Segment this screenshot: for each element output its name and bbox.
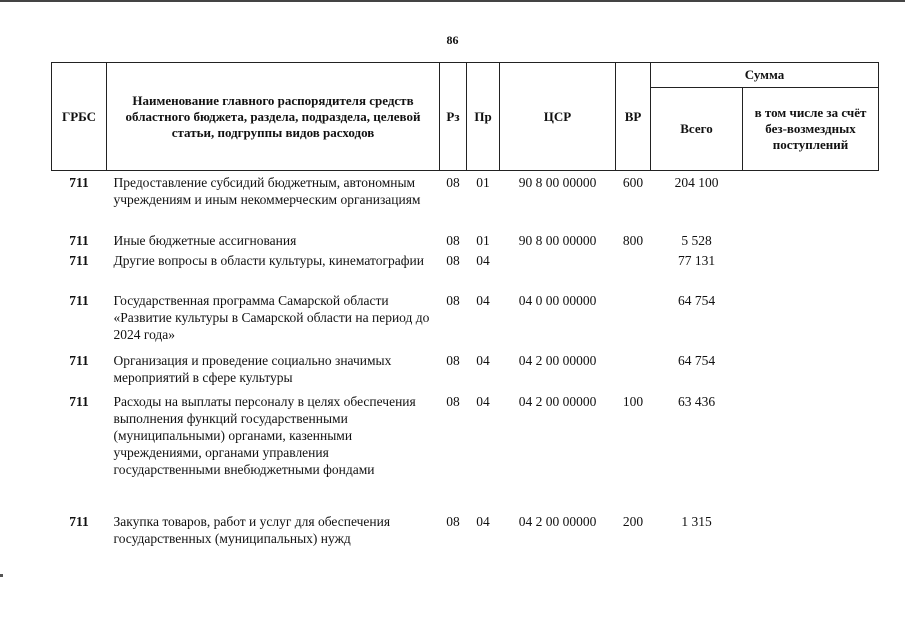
cell-total: 5 528: [681, 232, 712, 248]
cell-csr: 04 0 00 00000: [518, 292, 597, 308]
cell-total: 64 754: [677, 352, 716, 368]
cell-csr: [500, 252, 616, 292]
table-row: [52, 393, 879, 513]
cell-pr: 04: [476, 352, 490, 368]
table-row: [52, 171, 879, 232]
cell-pr: 04: [476, 393, 490, 409]
cell-vr: [616, 352, 651, 393]
cell-free: [743, 393, 879, 513]
cell-vr: 800: [622, 232, 644, 248]
cell-pr: 01: [476, 175, 490, 190]
cell-grbs: 711: [69, 252, 89, 268]
cell-grbs: 711: [69, 352, 89, 368]
cell-csr: 90 8 00 00000: [518, 232, 597, 248]
page-number: 86: [446, 33, 459, 47]
header-total: Всего: [651, 88, 743, 171]
header-free: в том числе за счёт без-возмездных поступлений: [743, 88, 879, 171]
cell-name: Расходы на выплаты персоналу в целях обеспечения выполнения функций государственными (муниципальными) органами, казенными учреждениями, органами управления государственными внебюджетными фондами: [113, 393, 416, 477]
budget-table-container: [51, 62, 878, 553]
cell-vr: [616, 252, 651, 292]
table-row: [52, 292, 879, 352]
cell-pr: 04: [476, 513, 490, 529]
cell-csr: 04 2 00 00000: [518, 393, 597, 409]
cell-rz: 08: [446, 292, 460, 308]
cell-name: Предоставление субсидий бюджетным, автономным учреждениям и иным некоммерческим организациям: [113, 175, 421, 207]
cell-grbs: 711: [69, 232, 89, 248]
cell-grbs: 711: [69, 393, 89, 409]
cell-total: 64 754: [677, 292, 716, 308]
table-row: [52, 352, 879, 393]
cell-rz: 08: [446, 252, 460, 268]
header-rz: Рз: [440, 63, 467, 171]
cell-rz: 08: [446, 393, 460, 409]
cell-vr: 600: [622, 175, 644, 190]
table-body: [52, 171, 879, 553]
budget-table: [51, 62, 879, 553]
cell-pr: 01: [476, 232, 490, 248]
scan-speck: [0, 574, 3, 577]
cell-grbs: 711: [69, 292, 89, 308]
cell-name: Организация и проведение социально значимых мероприятий в сфере культуры: [113, 352, 392, 385]
header-sum: Сумма: [651, 63, 879, 88]
cell-free: [743, 252, 879, 292]
cell-vr: [616, 292, 651, 352]
table-row: [52, 232, 879, 252]
table-row: [52, 252, 879, 292]
cell-vr: 100: [622, 393, 644, 409]
table-header: [52, 63, 879, 171]
cell-rz: 08: [446, 232, 460, 248]
cell-name: Государственная программа Самарской области «Развитие культуры в Самарской области на период до 2024 года»: [113, 292, 430, 342]
header-vr: ВР: [616, 63, 651, 171]
cell-total: 77 131: [677, 252, 716, 268]
page-top-border: [0, 0, 905, 2]
cell-total: 63 436: [677, 393, 716, 409]
cell-vr: 200: [622, 513, 644, 529]
cell-csr: 04 2 00 00000: [518, 352, 597, 368]
cell-free: [743, 292, 879, 352]
cell-pr: 04: [476, 292, 490, 308]
cell-total: 204 100: [674, 175, 719, 190]
cell-free: [743, 171, 879, 232]
header-name: Наименование главного распорядителя средств областного бюджета, раздела, подраздела, целевой статьи, подгруппы видов расходов: [107, 63, 440, 171]
cell-free: [743, 513, 879, 553]
cell-name: Иные бюджетные ассигнования: [113, 232, 297, 248]
cell-rz: 08: [446, 175, 460, 190]
cell-rz: 08: [446, 352, 460, 368]
cell-pr: 04: [476, 252, 490, 268]
cell-free: [743, 232, 879, 252]
cell-grbs: 711: [69, 513, 89, 529]
cell-total: 1 315: [681, 513, 712, 529]
cell-csr: 04 2 00 00000: [518, 513, 597, 529]
cell-grbs: 711: [69, 175, 89, 190]
cell-name: Закупка товаров, работ и услуг для обеспечения государственных (муниципальных) нужд: [113, 513, 391, 546]
header-grbs: ГРБС: [52, 63, 107, 171]
header-pr: Пр: [467, 63, 500, 171]
header-csr: ЦСР: [500, 63, 616, 171]
table-row: [52, 513, 879, 553]
cell-rz: 08: [446, 513, 460, 529]
cell-csr: 90 8 00 00000: [518, 175, 597, 190]
cell-name: Другие вопросы в области культуры, кинематографии: [113, 252, 424, 268]
cell-free: [743, 352, 879, 393]
